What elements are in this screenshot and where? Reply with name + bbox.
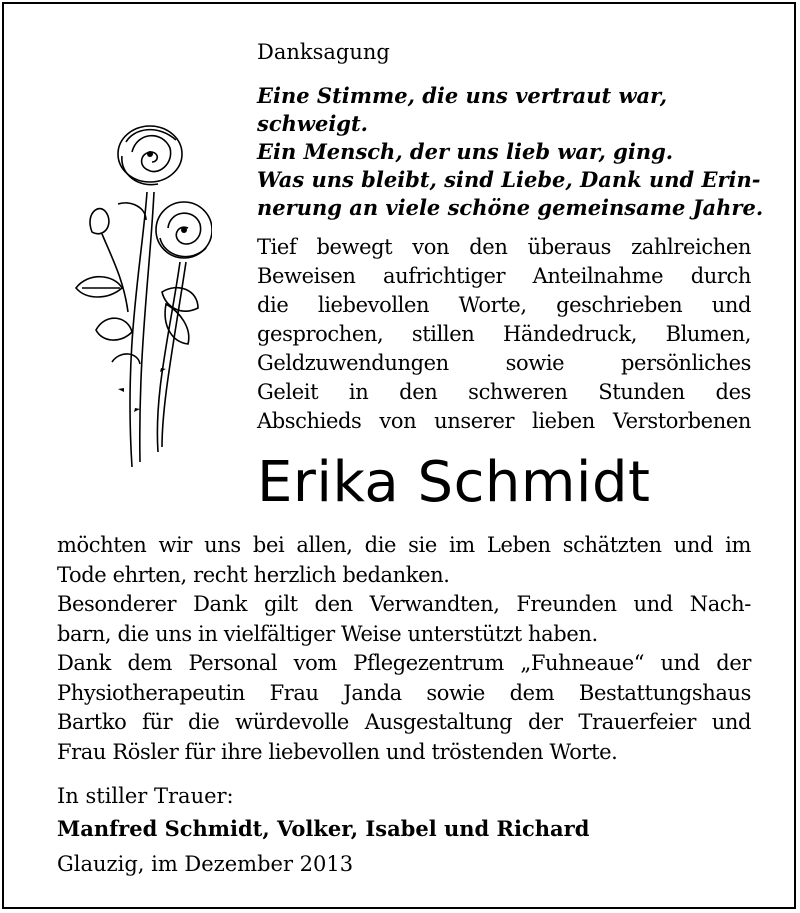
body-line: Bartko für die würdevolle Ausgestaltung der Trauerfeier und <box>57 710 751 734</box>
body-line: Frau Rösler für ihre liebevollen und tröstenden Worte. <box>57 739 618 764</box>
intro-line: Tief bewegt von den überaus zahlreichen <box>257 235 751 259</box>
roses-icon <box>62 112 212 472</box>
body-paragraph <box>57 531 751 767</box>
motto-line: Eine Stimme, die uns vertraut war, <box>257 83 668 108</box>
intro-line: Geldzuwendungen sowie persönliches <box>257 351 751 375</box>
body-line: möchten wir uns bei allen, die sie im Leben schätzten und im <box>57 533 751 557</box>
intro-line: die liebevollen Worte, geschrieben und <box>257 293 751 317</box>
intro-line: gesprochen, stillen Händedruck, Blumen, <box>257 322 751 346</box>
motto-line: schweigt. <box>257 111 368 136</box>
heading: Danksagung <box>257 40 390 64</box>
deceased-name: Erika Schmidt <box>257 450 651 515</box>
body-line: barn, die uns in vielfältiger Weise unterstützt haben. <box>57 621 598 646</box>
body-line: Dank dem Personal vom Pflegezentrum „Fuhneaue“ und der <box>57 651 751 675</box>
motto-verse <box>257 82 763 222</box>
intro-line: Geleit in den schweren Stunden des <box>257 380 751 404</box>
obituary-card <box>2 2 796 909</box>
mourners: Manfred Schmidt, Volker, Isabel und Richard <box>57 816 590 841</box>
body-line: Tode ehrten, recht herzlich bedanken. <box>57 562 450 587</box>
motto-line: nerung an viele schöne gemeinsame Jahre. <box>257 195 764 220</box>
intro-paragraph <box>257 233 751 436</box>
mourning-label: In stiller Trauer: <box>57 784 234 808</box>
place-date: Glauzig, im Dezember 2013 <box>57 852 354 876</box>
motto-line: Was uns bleibt, sind Liebe, Dank und Erin- <box>257 167 761 192</box>
intro-line: Abschieds von unserer lieben Verstorbenen <box>257 409 751 433</box>
motto-line: Ein Mensch, der uns lieb war, ging. <box>257 139 674 164</box>
body-line: Physiotherapeutin Frau Janda sowie dem Bestattungshaus <box>57 680 751 705</box>
intro-line: Beweisen aufrichtiger Anteilnahme durch <box>257 264 751 288</box>
body-line: Besonderer Dank gilt den Verwandten, Freunden und Nach- <box>57 592 751 616</box>
